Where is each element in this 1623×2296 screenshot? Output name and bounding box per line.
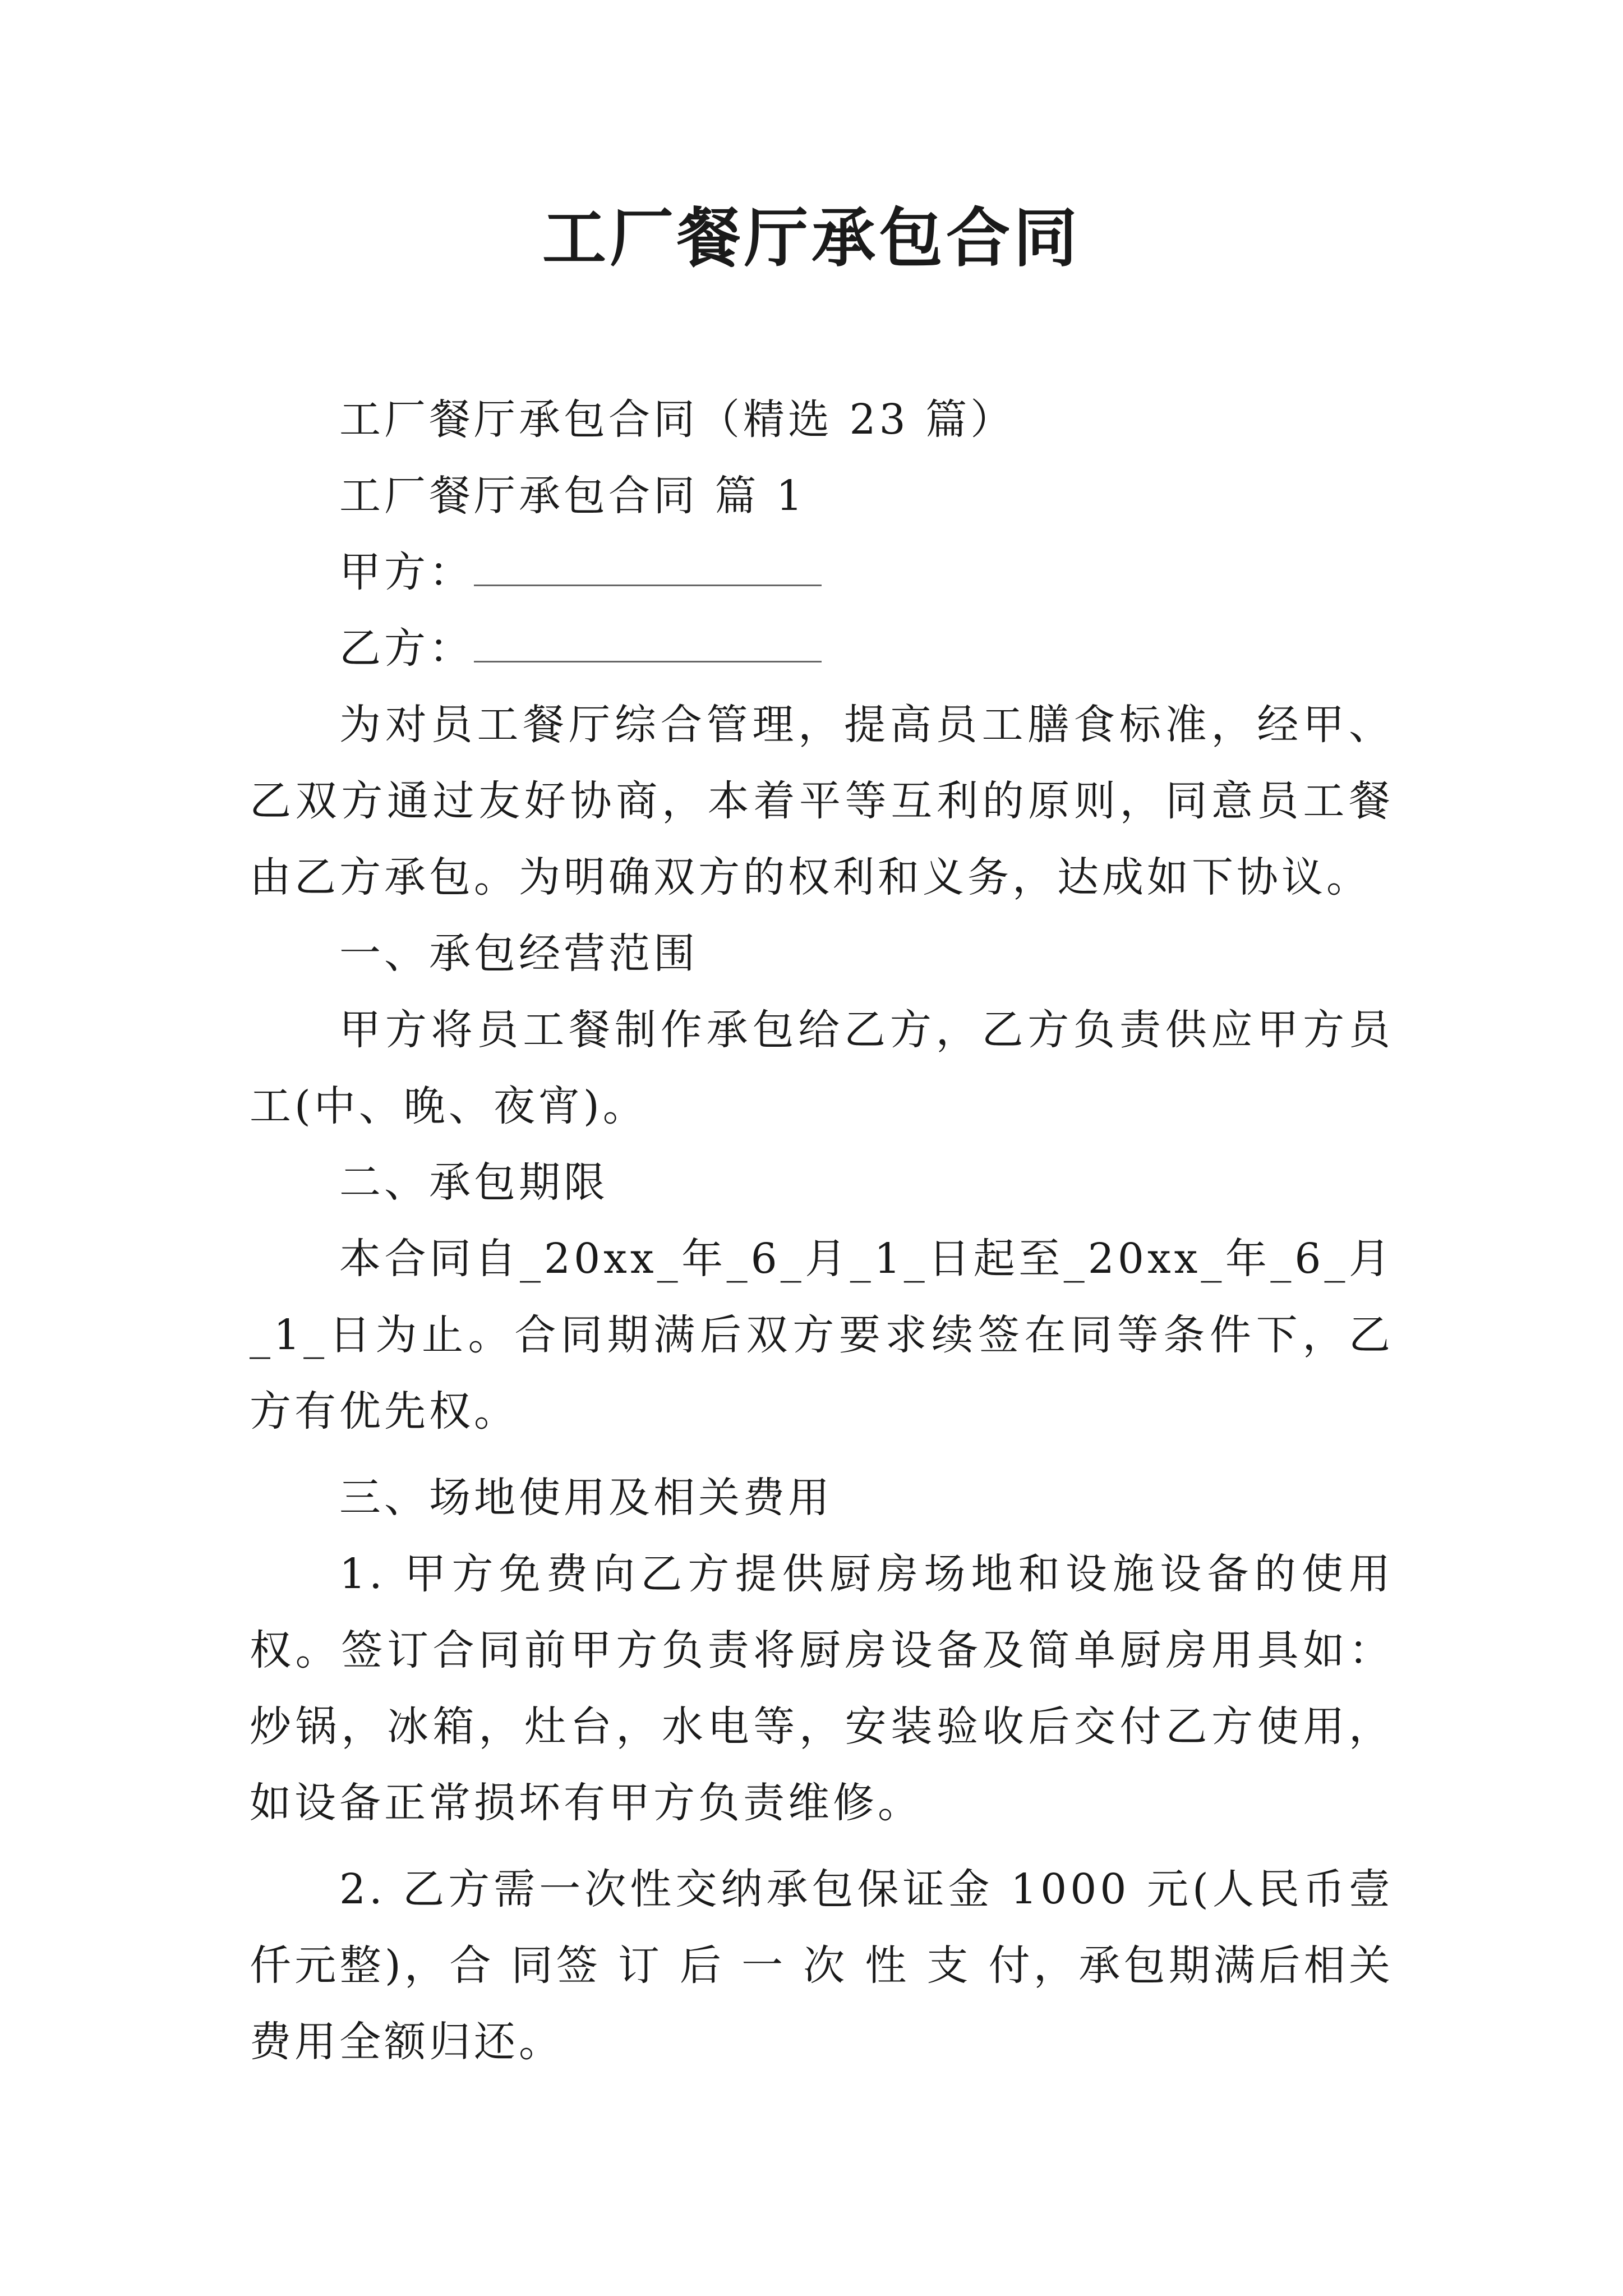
heading-venue-fees: 三、场地使用及相关费用 [339, 1474, 833, 1522]
party-a-blank-line[interactable] [474, 556, 822, 586]
party-b-label: 乙方： [339, 624, 474, 673]
intro-paragraph: 为对员工餐厅综合管理，提高员工膳食标准，经甲、乙双方通过友好协商，本着平等互利的原则，同意员工餐由乙方承包。为明确双方的权利和义务，达成如下协议。 [250, 701, 1394, 901]
venue-paragraph-1: 1. 甲方免费向乙方提供厨房场地和设施设备的使用权。签订合同前甲方负责将厨房设备及简单厨房用具如：炒锅，冰箱，灶台，水电等，安装验收后交付乙方使用，如设备正常损坏有甲方负责维修。 [250, 1550, 1394, 1827]
party-b-row [250, 610, 1394, 687]
document-title: 工厂餐厅承包合同 [542, 200, 1081, 275]
document-body [250, 381, 1394, 2080]
party-a-row [250, 534, 1394, 610]
venue-paragraph-2: 2. 乙方需一次性交纳承包保证金 1000 元(人民币壹仟元整)，合 同签 订 后 一 次 性 支 付，承包期满后相关费用全额归还。 [250, 1865, 1394, 2066]
section-title: 工厂餐厅承包合同 篇 1 [339, 472, 806, 520]
heading-term: 二、承包期限 [339, 1158, 608, 1207]
heading-scope: 一、承包经营范围 [339, 930, 698, 978]
document-subtitle: 工厂餐厅承包合同（精选 23 篇） [339, 395, 1016, 444]
scope-paragraph: 甲方将员工餐制作承包给乙方，乙方负责供应甲方员工(中、晚、夜宵)。 [250, 1006, 1394, 1130]
party-a-label: 甲方： [339, 548, 474, 596]
term-paragraph: 本合同自_20xx_年_6_月_1_日起至_20xx_年_6_月_1_日为止。合同期满后双方要求续签在同等条件下，乙方有优先权。 [250, 1235, 1394, 1435]
party-b-blank-line[interactable] [474, 633, 822, 662]
